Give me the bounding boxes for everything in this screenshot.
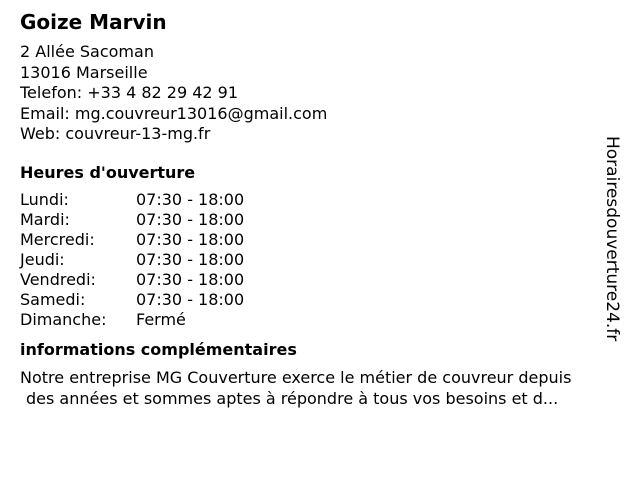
day-hours: 07:30 - 18:00	[136, 189, 245, 209]
web-line: Web: couvreur-13-mg.fr	[20, 124, 211, 143]
opening-hours-heading: Heures d'ouverture	[20, 162, 196, 182]
hours-row	[20, 290, 244, 310]
day-label: Mercredi:	[20, 229, 95, 249]
day-hours: 07:30 - 18:00	[136, 209, 245, 229]
additional-info-text	[20, 367, 610, 409]
description-line: Notre entreprise MG Couverture exerce le métier de couvreur depuis	[20, 367, 572, 387]
day-label: Samedi:	[20, 289, 86, 309]
hours-row	[20, 210, 244, 230]
additional-info-heading: informations complémentaires	[20, 339, 297, 359]
day-hours: 07:30 - 18:00	[136, 229, 245, 249]
address-street: 2 Allée Sacoman	[20, 42, 154, 61]
day-hours: 07:30 - 18:00	[136, 249, 245, 269]
address-city: 13016 Marseille	[20, 62, 148, 82]
phone-line: Telefon: +33 4 82 29 42 91	[20, 83, 239, 102]
business-name: Goize Marvin	[20, 10, 167, 34]
day-hours: Fermé	[136, 309, 186, 329]
hours-row	[20, 310, 244, 330]
day-label: Jeudi:	[20, 249, 65, 269]
day-label: Mardi:	[20, 209, 70, 229]
day-hours: 07:30 - 18:00	[136, 269, 245, 289]
day-label: Lundi:	[20, 189, 69, 209]
contact-block	[20, 42, 610, 145]
day-label: Dimanche:	[20, 309, 107, 329]
hours-row	[20, 190, 244, 210]
day-label: Vendredi:	[20, 269, 96, 289]
site-watermark: Horairesdouverture24.fr	[602, 136, 622, 342]
hours-row	[20, 270, 244, 290]
hours-row	[20, 230, 244, 250]
opening-hours-table	[20, 190, 244, 330]
email-line: Email: mg.couvreur13016@gmail.com	[20, 103, 328, 123]
hours-row	[20, 250, 244, 270]
day-hours: 07:30 - 18:00	[136, 289, 245, 309]
business-card	[20, 8, 610, 409]
description-line: des années et sommes aptes à répondre à tous vos besoins et d...	[26, 388, 559, 408]
